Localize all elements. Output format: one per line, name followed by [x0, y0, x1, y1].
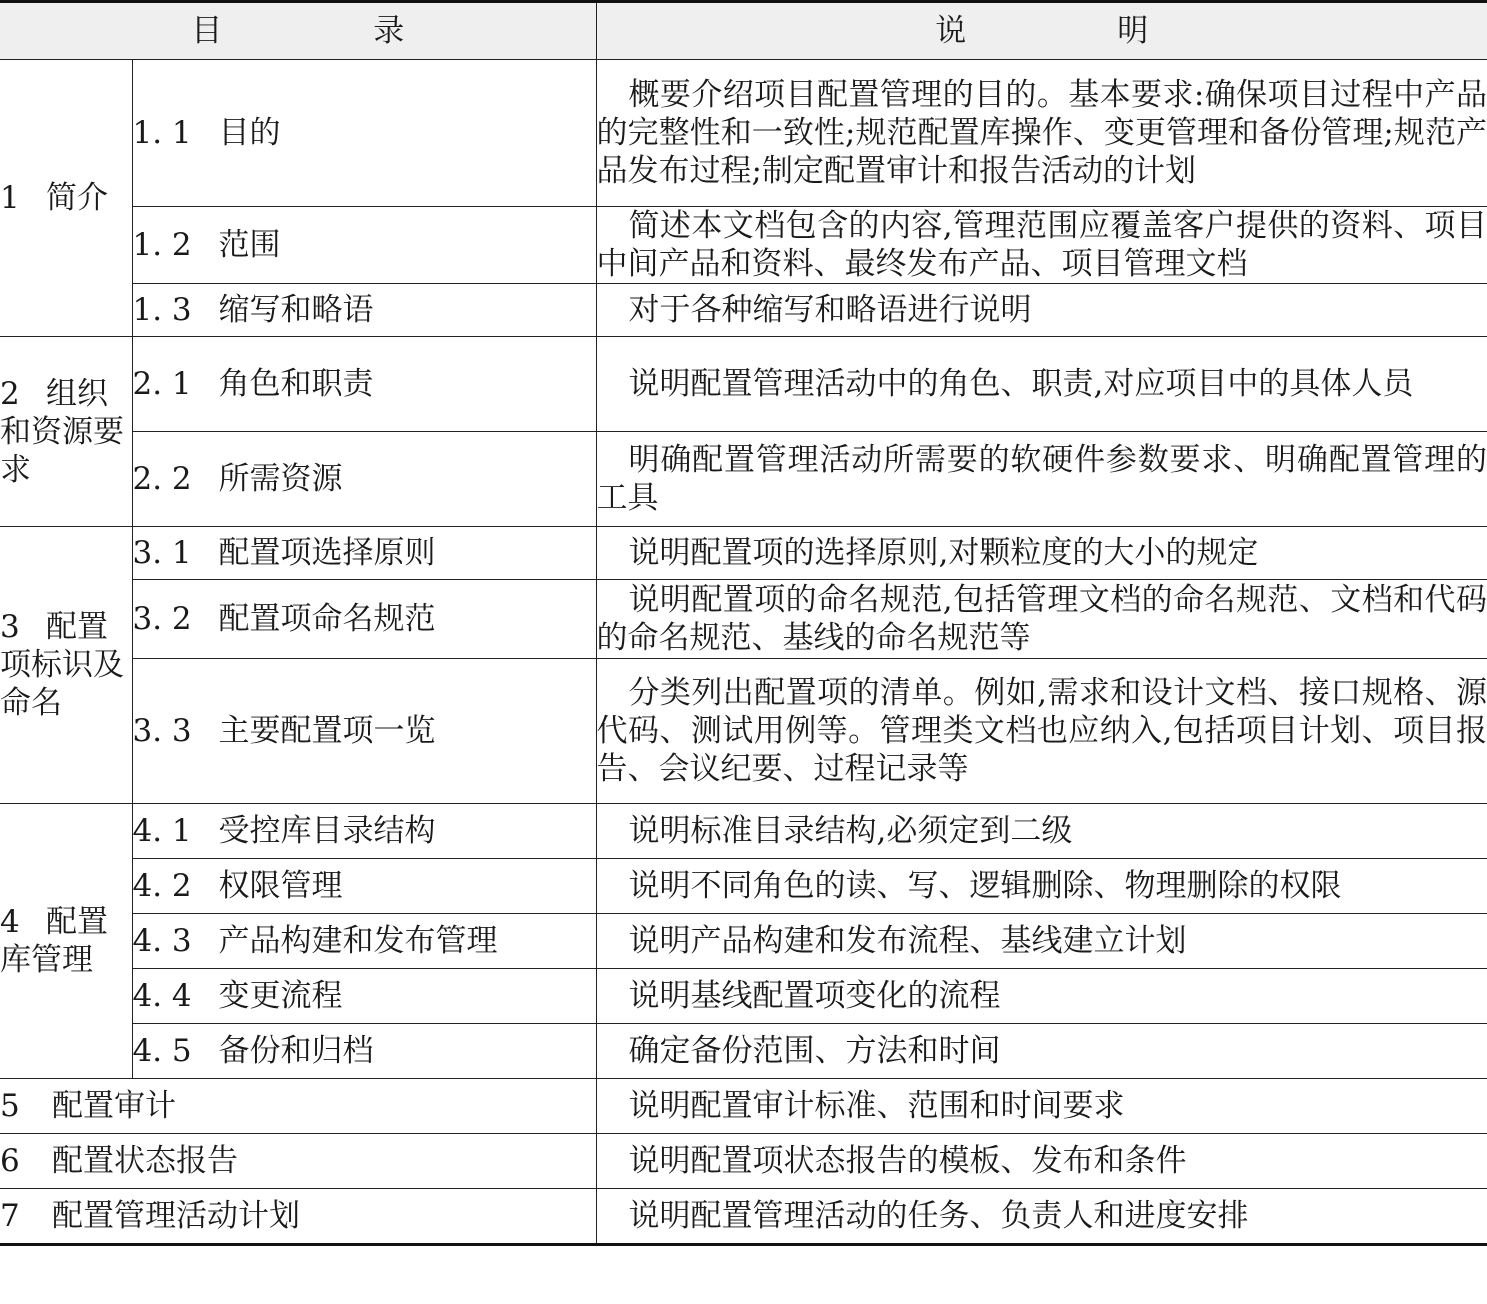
table-row [0, 1079, 1487, 1134]
item-4-2-description: 说明不同角色的读、写、逻辑删除、物理删除的权限 [596, 859, 1487, 914]
item-3-1: 3. 1 配置项选择原则 [132, 527, 596, 580]
item-1-2-description: 简述本文档包含的内容,管理范围应覆盖客户提供的资料、项目中间产品和资料、最终发布产品、项目管理文档 [596, 208, 1487, 282]
item-2-1: 2. 1 角色和职责 [132, 337, 596, 432]
section-5-title: 5 配置审计 [0, 1079, 596, 1134]
table-row [0, 859, 1487, 914]
table-row [0, 580, 1487, 659]
table-row [0, 1024, 1487, 1079]
item-4-5-description: 确定备份范围、方法和时间 [596, 1024, 1487, 1079]
item-4-3: 4. 3 产品构建和发布管理 [132, 914, 596, 969]
item-2-2: 2. 2 所需资源 [132, 432, 596, 527]
table-row [0, 60, 1487, 207]
section-3-title: 3 配置项标识及命名 [0, 527, 132, 804]
item-3-1-description: 说明配置项的选择原则,对颗粒度的大小的规定 [596, 527, 1487, 580]
table-row [0, 969, 1487, 1024]
item-4-4: 4. 4 变更流程 [132, 969, 596, 1024]
section-4-title: 4 配置库管理 [0, 804, 132, 1079]
table-row [0, 337, 1487, 432]
header-row [0, 2, 1487, 60]
section-7-title: 7 配置管理活动计划 [0, 1189, 596, 1245]
item-2-1-description: 说明配置管理活动中的角色、职责,对应项目中的具体人员 [596, 337, 1487, 432]
item-1-3-description: 对于各种缩写和略语进行说明 [596, 284, 1487, 337]
table-row [0, 527, 1487, 580]
section-6-description: 说明配置项状态报告的模板、发布和条件 [596, 1134, 1487, 1189]
table-row [0, 914, 1487, 969]
item-3-2: 3. 2 配置项命名规范 [132, 580, 596, 659]
section-1-title: 1 简介 [0, 60, 132, 337]
table-row [0, 1189, 1487, 1245]
item-4-2: 4. 2 权限管理 [132, 859, 596, 914]
item-4-5: 4. 5 备份和归档 [132, 1024, 596, 1079]
item-4-3-description: 说明产品构建和发布流程、基线建立计划 [596, 914, 1487, 969]
item-1-3: 1. 3 缩写和略语 [132, 284, 596, 337]
table-row [0, 804, 1487, 859]
section-6-title: 6 配置状态报告 [0, 1134, 596, 1189]
item-1-1-description: 概要介绍项目配置管理的目的。基本要求:确保项目过程中产品的完整性和一致性;规范配置库操作、变更管理和备份管理;规范产品发布过程;制定配置审计和报告活动的计划 [596, 60, 1487, 207]
item-3-3-description: 分类列出配置项的清单。例如,需求和设计文档、接口规格、源代码、测试用例等。管理类文档也应纳入,包括项目计划、项目报告、会议纪要、过程记录等 [596, 659, 1487, 804]
item-4-1-description: 说明标准目录结构,必须定到二级 [596, 804, 1487, 859]
item-1-2: 1. 2 范围 [132, 207, 596, 284]
section-2-title: 2 组织和资源要求 [0, 337, 132, 527]
section-5-description: 说明配置审计标准、范围和时间要求 [596, 1079, 1487, 1134]
table-row [0, 432, 1487, 527]
item-3-3: 3. 3 主要配置项一览 [132, 659, 596, 804]
table-row [0, 207, 1487, 284]
item-2-2-description: 明确配置管理活动所需要的软硬件参数要求、明确配置管理的工具 [596, 432, 1487, 527]
table-row [0, 284, 1487, 337]
header-toc: 目 录 [0, 2, 596, 60]
item-1-1: 1. 1 目的 [132, 60, 596, 207]
item-4-4-description: 说明基线配置项变化的流程 [596, 969, 1487, 1024]
section-7-description: 说明配置管理活动的任务、负责人和进度安排 [596, 1189, 1487, 1245]
item-4-1: 4. 1 受控库目录结构 [132, 804, 596, 859]
item-3-2-description: 说明配置项的命名规范,包括管理文档的命名规范、文档和代码的命名规范、基线的命名规范等 [596, 580, 1487, 659]
table-row [0, 1134, 1487, 1189]
header-description: 说 明 [596, 2, 1487, 60]
table-row [0, 659, 1487, 804]
